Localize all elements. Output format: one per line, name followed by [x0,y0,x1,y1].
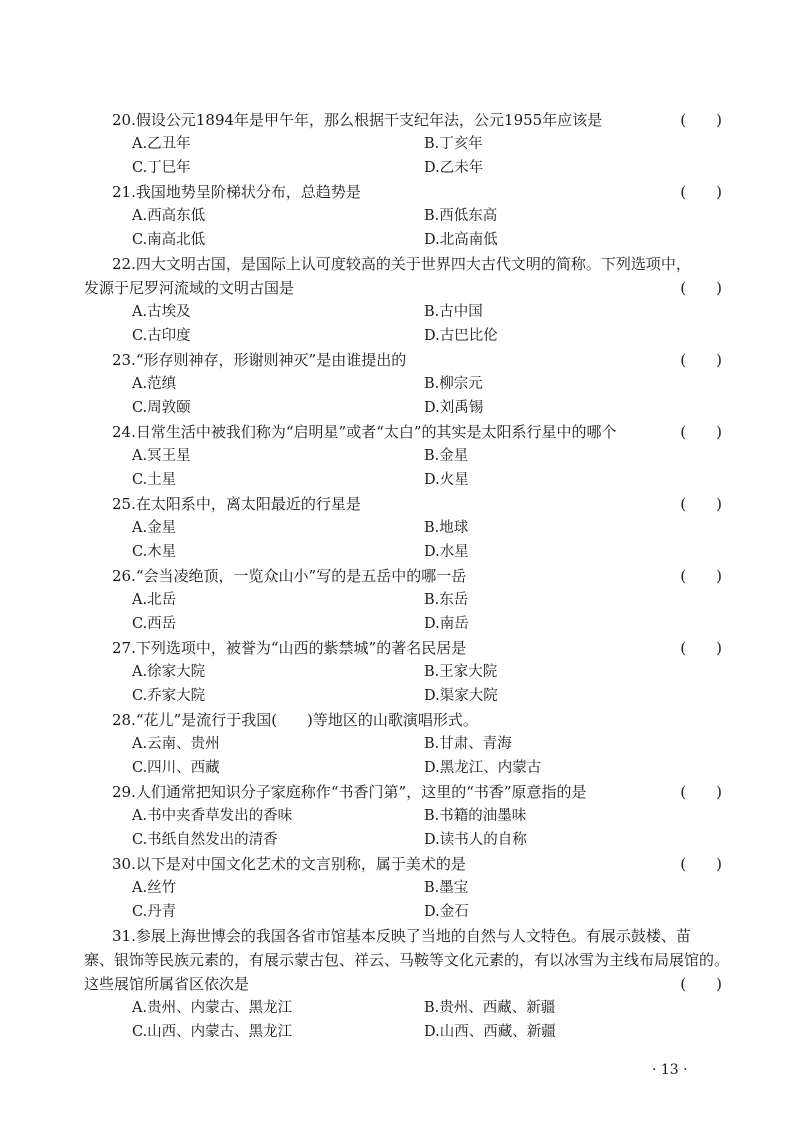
options-row [84,732,724,756]
answer-bracket[interactable]: ( ) [680,111,722,129]
answer-bracket[interactable]: ( ) [680,855,722,873]
option-a: A.徐家大院 [132,664,206,680]
question-27 [84,636,724,708]
question-stem-text: 31.参展上海世博会的我国各省市馆基本反映了当地的自然与人文特色。有展示鼓楼、苗 [112,927,691,945]
option-d: D.水星 [424,544,469,560]
option-a: A.书中夹香草发出的香味 [132,808,293,824]
option-b: B.柳宗元 [424,376,483,392]
option-a: A.云南、贵州 [132,736,220,752]
question-stem-line [84,492,724,516]
question-stem-text: 30.以下是对中国文化艺术的文言别称，属于美术的是 [112,855,466,873]
option-d: D.山西、西藏、新疆 [424,1024,556,1040]
question-stem-text: 23.“形存则神存，形谢则神灭”是由谁提出的 [112,351,407,369]
options-row [84,396,724,420]
question-stem-line [84,636,724,660]
option-a: A.贵州、内蒙古、黑龙江 [132,1000,293,1016]
question-stem-text: 28.“花儿”是流行于我国( )等地区的山歌演唱形式。 [112,711,478,729]
question-stem-text: 25.在太阳系中，离太阳最近的行星是 [112,495,361,513]
question-stem-line [84,972,724,996]
option-b: B.东岳 [424,592,469,608]
option-a: A.丝竹 [132,880,177,896]
answer-bracket[interactable]: ( ) [680,639,722,657]
option-d: D.刘禹锡 [424,400,484,416]
option-b: B.甘肃、青海 [424,736,512,752]
options-row [84,756,724,780]
question-21 [84,180,724,252]
option-c: C.乔家大院 [132,688,206,704]
question-stem-text: 27.下列选项中，被誉为“山西的紫禁城”的著名民居是 [112,639,467,657]
options-row [84,540,724,564]
option-b: B.古中国 [424,304,483,320]
question-30 [84,852,724,924]
option-d: D.乙未年 [424,160,484,176]
options-row [84,372,724,396]
options-row [84,900,724,924]
option-d: D.南岳 [424,616,469,632]
options-row [84,660,724,684]
option-c: C.四川、西藏 [132,760,220,776]
option-a: A.北岳 [132,592,177,608]
question-stem-text: 21.我国地势呈阶梯状分布，总趋势是 [112,183,361,201]
options-row [84,516,724,540]
option-a: A.范缜 [132,376,177,392]
option-b: B.书籍的油墨味 [424,808,527,824]
question-stem-text: 这些展馆所属省区依次是 [84,975,250,993]
question-stem-text: 20.假设公元1894年是甲午年，那么根据干支纪年法，公元1955年应该是 [112,111,603,129]
options-row [84,204,724,228]
question-25 [84,492,724,564]
options-row [84,156,724,180]
answer-bracket[interactable]: ( ) [680,783,722,801]
question-26 [84,564,724,636]
question-stem-line [84,276,724,300]
question-list [84,108,730,1044]
question-stem-line [84,252,724,276]
option-c: C.南高北低 [132,232,206,248]
question-stem-line [84,180,724,204]
question-stem-line [84,564,724,588]
options-row [84,828,724,852]
option-c: C.木星 [132,544,177,560]
option-d: D.北高南低 [424,232,498,248]
options-row [84,468,724,492]
option-a: A.冥王星 [132,448,191,464]
option-a: A.古埃及 [132,304,191,320]
option-a: A.乙丑年 [132,136,191,152]
option-d: D.读书人的自称 [424,832,527,848]
question-24 [84,420,724,492]
question-29 [84,780,724,852]
question-28 [84,708,724,780]
option-c: C.书纸自然发出的清香 [132,832,278,848]
question-stem-line [84,348,724,372]
question-stem-text: 26.“会当凌绝顶，一览众山小”写的是五岳中的哪一岳 [112,567,467,585]
options-row [84,324,724,348]
options-row [84,132,724,156]
option-a: A.金星 [132,520,177,536]
options-row [84,444,724,468]
answer-bracket[interactable]: ( ) [680,279,722,297]
option-d: D.渠家大院 [424,688,498,704]
question-stem-line [84,420,724,444]
options-row [84,804,724,828]
answer-bracket[interactable]: ( ) [680,495,722,513]
question-stem-text: 29.人们通常把知识分子家庭称作“书香门第”，这里的“书香”原意指的是 [112,783,587,801]
question-23 [84,348,724,420]
option-c: C.山西、内蒙古、黑龙江 [132,1024,293,1040]
option-b: B.王家大院 [424,664,498,680]
options-row [84,588,724,612]
question-stem-text: 24.日常生活中被我们称为“启明星”或者“太白”的其实是太阳系行星中的哪个 [112,423,617,441]
option-c: C.周敦颐 [132,400,191,416]
question-stem-line [84,948,730,972]
option-d: D.火星 [424,472,469,488]
options-row [84,1020,724,1044]
answer-bracket[interactable]: ( ) [680,975,722,993]
option-a: A.西高东低 [132,208,206,224]
question-stem-line [84,924,724,948]
option-b: B.金星 [424,448,469,464]
option-c: C.丁巳年 [132,160,191,176]
option-d: D.古巴比伦 [424,328,498,344]
option-c: C.土星 [132,472,177,488]
options-row [84,996,724,1020]
answer-bracket[interactable]: ( ) [680,567,722,585]
question-22 [84,252,724,348]
option-c: C.丹青 [132,904,177,920]
question-20 [84,108,724,180]
question-31 [84,924,730,1044]
question-stem-text: 发源于尼罗河流域的文明古国是 [84,279,295,297]
option-d: D.黑龙江、内蒙古 [424,760,542,776]
options-row [84,876,724,900]
question-stem-line [84,708,724,732]
options-row [84,612,724,636]
option-b: B.西低东高 [424,208,498,224]
question-stem-line [84,852,724,876]
question-stem-text: 22.四大文明古国，是国际上认可度较高的关于世界四大古代文明的简称。下列选项中， [112,255,691,273]
option-b: B.墨宝 [424,880,469,896]
option-b: B.地球 [424,520,469,536]
answer-bracket[interactable]: ( ) [680,183,722,201]
option-c: C.西岳 [132,616,177,632]
options-row [84,228,724,252]
option-d: D.金石 [424,904,469,920]
answer-bracket[interactable]: ( ) [680,423,722,441]
question-stem-text: 寨、银饰等民族元素的，有展示蒙古包、祥云、马鞍等文化元素的，有以冰雪为主线布局展馆的。 [84,951,730,969]
options-row [84,300,724,324]
question-stem-line [84,780,724,804]
option-b: B.丁亥年 [424,136,483,152]
option-b: B.贵州、西藏、新疆 [424,1000,556,1016]
question-stem-line [84,108,724,132]
page-number: · 13 · [652,1062,688,1078]
option-c: C.古印度 [132,328,191,344]
options-row [84,684,724,708]
answer-bracket[interactable]: ( ) [680,351,722,369]
